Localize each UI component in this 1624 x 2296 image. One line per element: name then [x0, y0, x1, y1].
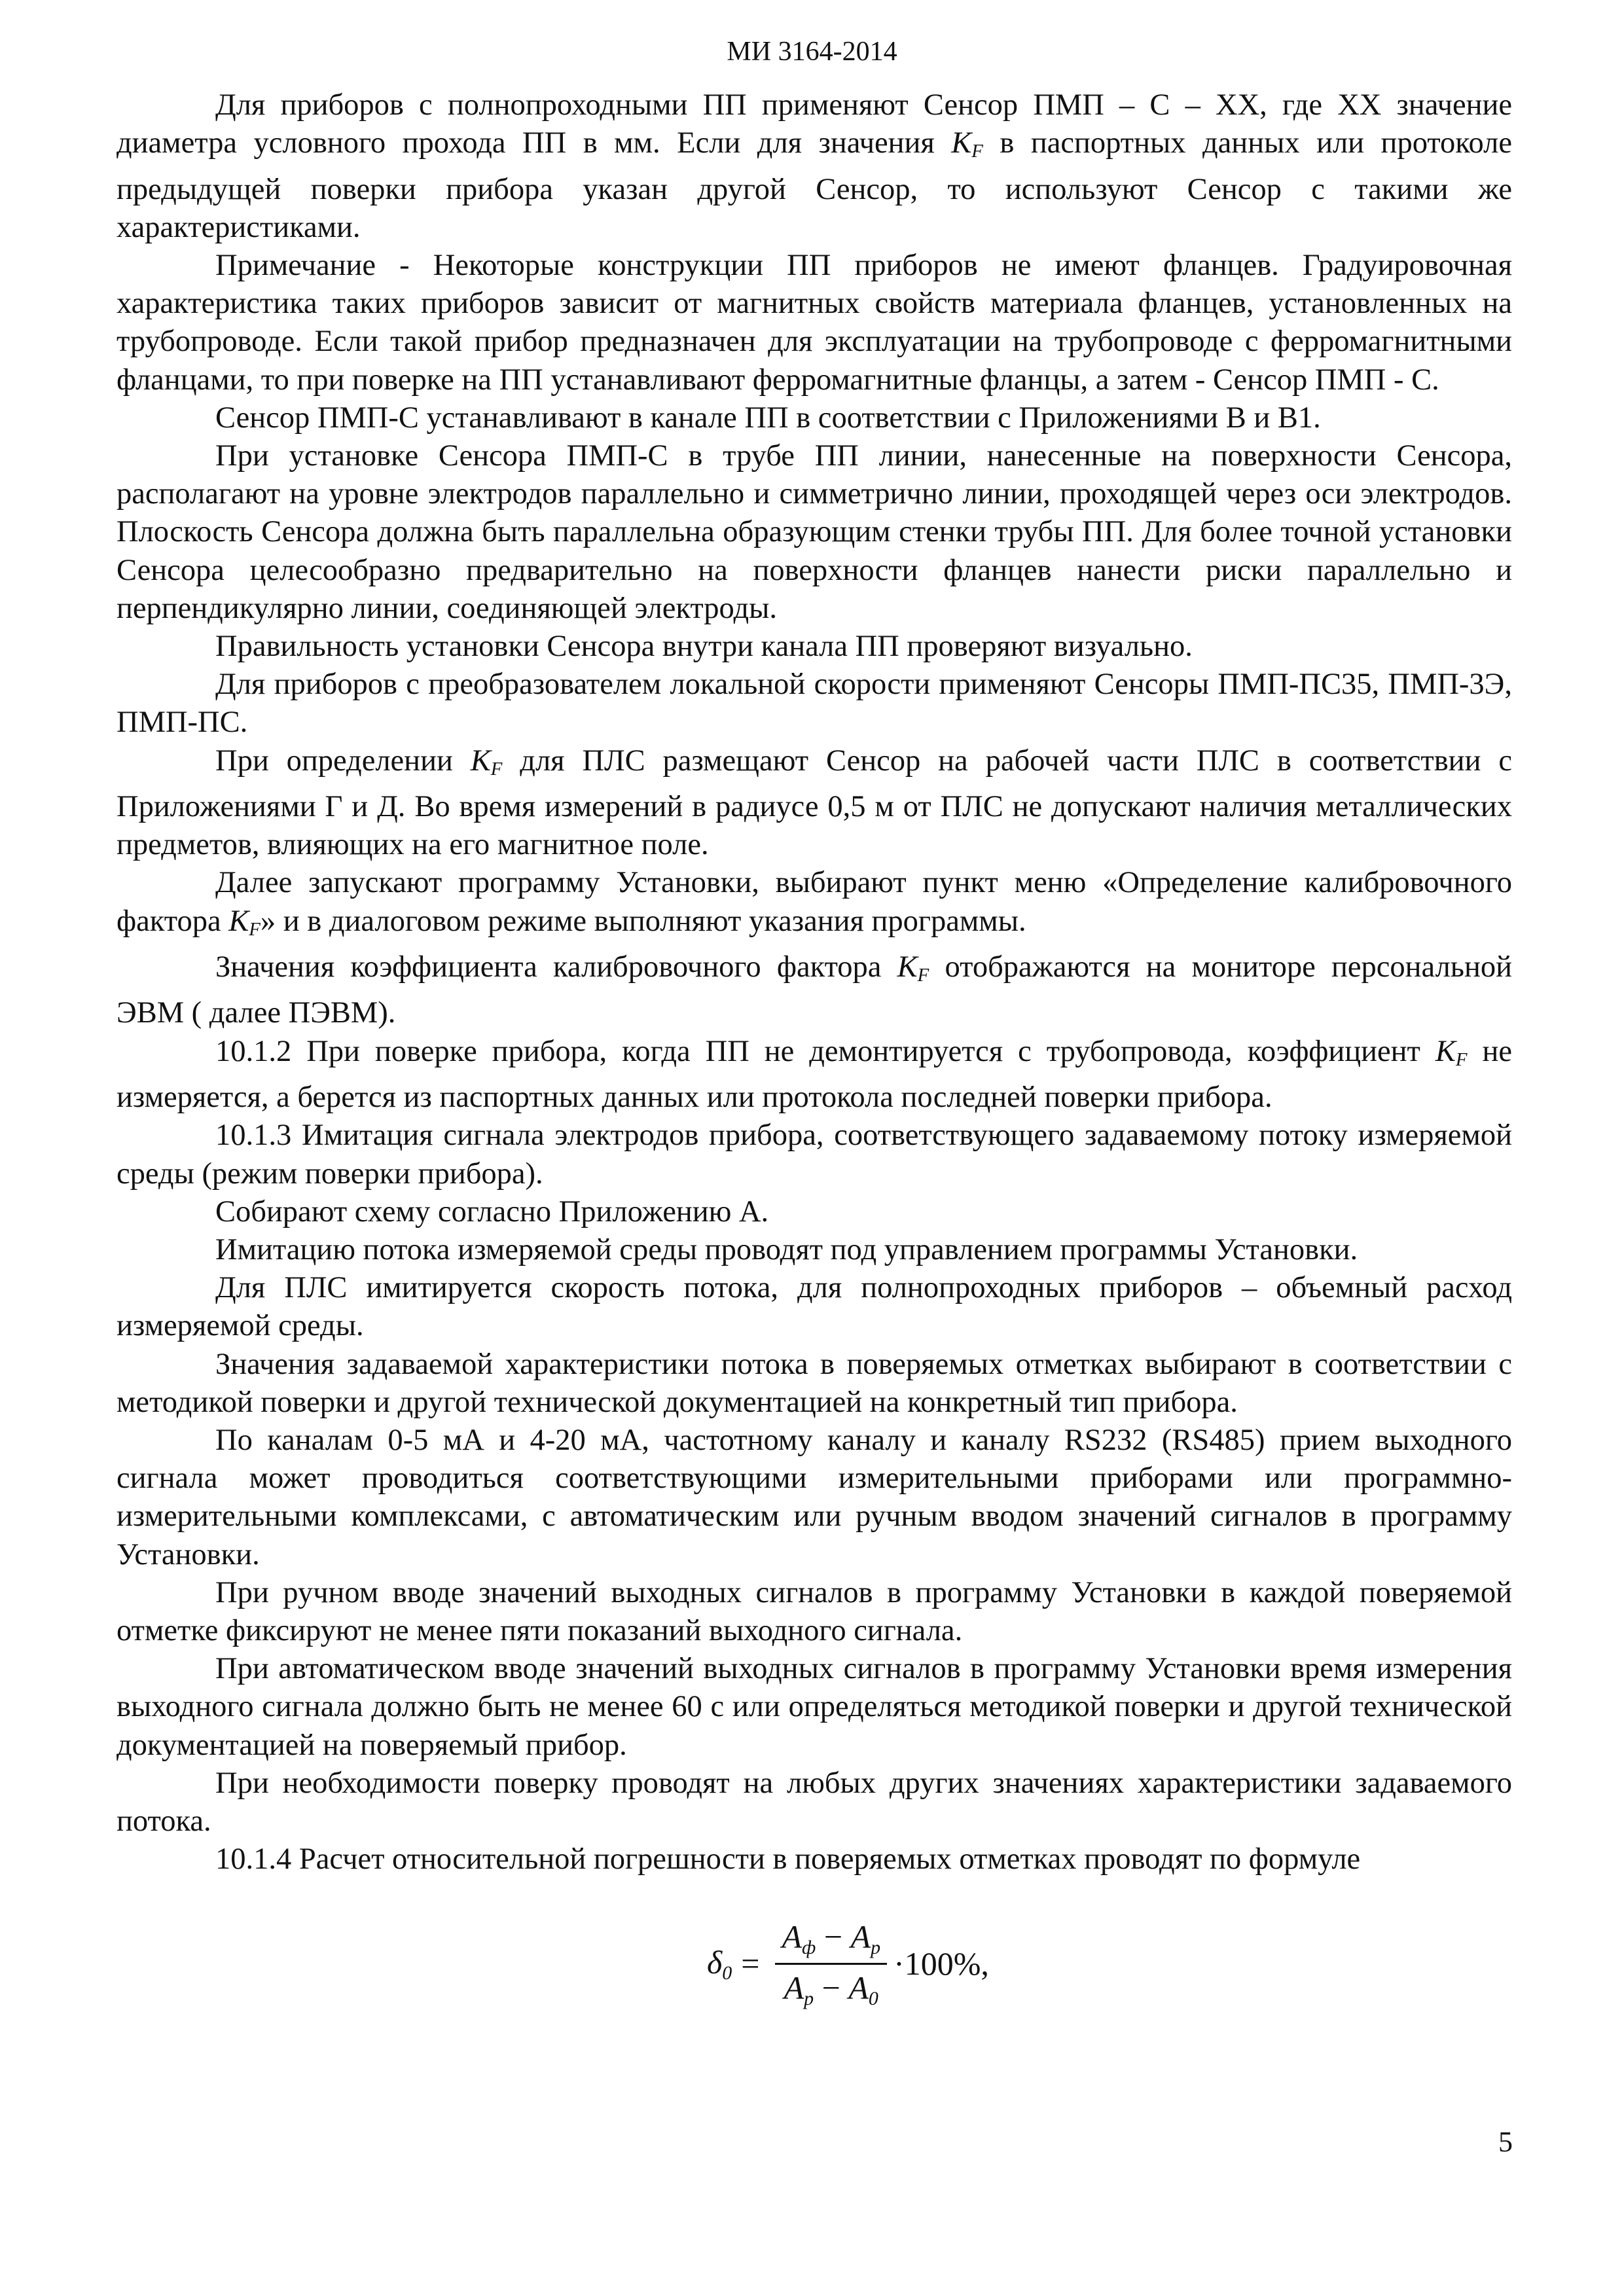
calibration-factor-symbol: $K_F$	[897, 950, 929, 986]
paragraph-text: При необходимости поверку проводят на любых других значениях характеристики задаваемого потока.	[117, 1766, 1512, 1838]
relative-error-formula	[707, 1908, 989, 2019]
calibration-factor-symbol: $K_F$	[1435, 1034, 1468, 1070]
formula-denominator: $A_p - A_0$	[784, 1969, 878, 2009]
paragraph-text: Сенсор ПМП-С устанавливают в канале ПП в соответствии с Приложениями В и В1.	[215, 401, 1321, 435]
paragraph-text: не измеряется, а берется из паспортных данных или протокола последней поверки прибора.	[117, 1034, 1512, 1115]
paragraph	[117, 1117, 1512, 1193]
formula-multiplier: ·100%	[893, 1945, 981, 1982]
paragraph	[117, 1269, 1512, 1345]
paragraph-text: При ручном вводе значений выходных сигналов в программу Установки в каждой поверяемой отметке фиксируют не менее пяти показаний выходного сигнала.	[117, 1575, 1512, 1647]
page-number: 5	[1498, 2126, 1513, 2158]
paragraph	[117, 666, 1512, 742]
formula-lhs: $\delta_0$	[707, 1943, 732, 1984]
paragraph	[117, 1422, 1512, 1574]
paragraph-text: Собирают схему согласно Приложению А.	[215, 1194, 769, 1229]
paragraph	[117, 1193, 1512, 1231]
paragraph-text: для ПЛС размещают Сенсор на рабочей части ПЛС в соответствии с Приложениями Г и Д. Во время измерений в радиусе 0,5 м от ПЛС не допускают наличия металлических предметов, влияющих на его магнитное поле.	[117, 744, 1513, 862]
paragraph-text: Для приборов с полнопроходными ПП применяют Сенсор ПМП – С – XX, где XX значение диаметра условного прохода ПП в мм. Если для значения	[117, 88, 1512, 160]
paragraph-text: При автоматическом вводе значений выходных сигналов в программу Установки время измерения выходного сигнала должно быть не менее 60 с или определяться методикой поверки и другой технической документацией на поверяемый прибор.	[117, 1652, 1512, 1762]
paragraph-text: По каналам 0-5 мА и 4-20 мА, частотному каналу и каналу RS232 (RS485) прием выходного сигнала может проводиться соответствующими измерительными приборами или программно-измерительными комплексами, с автоматическим или ручным вводом значений сигналов в программу Установки.	[117, 1423, 1512, 1571]
document-code-header: МИ 3164-2014	[727, 37, 897, 67]
formula-numerator: $A_ф - A_p$	[775, 1918, 887, 1965]
paragraph-text: Значения коэффициента калибровочного фактора	[215, 950, 897, 984]
paragraph	[117, 864, 1512, 948]
document-body	[117, 86, 1512, 1878]
paragraph	[117, 1650, 1512, 1765]
calibration-factor-symbol: $K_F$	[228, 904, 261, 940]
paragraph	[117, 1840, 1512, 1878]
calibration-factor-symbol: $K_F$	[951, 126, 983, 162]
paragraph	[117, 1574, 1512, 1650]
paragraph-text: » и в диалоговом режиме выполняют указания программы.	[260, 904, 1026, 938]
paragraph-text: в паспортных данных или протоколе предыдущей поверки прибора указан другой Сенсор, то используют Сенсор с такими же характеристиками.	[117, 126, 1512, 244]
paragraph-text: отображаются на мониторе персональной ЭВМ ( далее ПЭВМ).	[117, 950, 1513, 1030]
paragraph-text: Имитацию потока измеряемой среды проводят под управлением программы Установки.	[215, 1232, 1358, 1266]
paragraph	[117, 1346, 1512, 1422]
paragraph-text: При определении	[215, 744, 471, 778]
paragraph	[117, 1033, 1512, 1117]
paragraph-text: При установке Сенсора ПМП-С в трубе ПП линии, нанесенные на поверхности Сенсора, располагают на уровне электродов параллельно и симметрично линии, проходящей через оси электродов. Плоскость Сенсора должна быть параллельна образующим стенки трубы ПП. Для более точной установки Сенсора целесообразно предварительно на поверхности фланцев нанести риски параллельно и перпендикулярно линии, соединяющей электроды.	[117, 439, 1512, 625]
paragraph	[117, 247, 1512, 399]
paragraph	[117, 86, 1512, 247]
formula-fraction	[775, 1918, 887, 2010]
paragraph-text: Далее запускают программу Установки, выбирают пункт меню «Определение калибровочного фактора	[117, 866, 1512, 938]
paragraph	[117, 742, 1512, 865]
paragraph	[117, 1765, 1512, 1840]
paragraph-text: 10.1.3 Имитация сигнала электродов прибора, соответствующего задаваемому потоку измеряемой среды (режим поверки прибора).	[117, 1119, 1512, 1191]
paragraph	[117, 399, 1512, 437]
paragraph	[117, 948, 1512, 1033]
formula-equals: =	[741, 1945, 760, 1982]
paragraph-text: 10.1.4 Расчет относительной погрешности в поверяемых отметках проводят по формуле	[215, 1842, 1361, 1876]
paragraph	[117, 1231, 1512, 1269]
paragraph	[117, 628, 1512, 666]
paragraph-text: Значения задаваемой характеристики потока в поверяемых отметках выбирают в соответствии с методикой поверки и другой технической документацией на конкретный тип прибора.	[117, 1347, 1512, 1419]
paragraph-text: Правильность установки Сенсора внутри канала ПП проверяют визуально.	[215, 630, 1193, 664]
paragraph-text: Примечание - Некоторые конструкции ПП приборов не имеют фланцев. Градуировочная характеристика таких приборов зависит от магнитных свойств материала фланцев, установленных на трубопроводе. Если такой прибор предназначен для эксплуатации на трубопроводе с ферромагнитными фланцами, то при поверке на ПП устанавливают ферромагнитные фланцы, а затем - Сенсор ПМП - С.	[117, 249, 1512, 397]
paragraph-text: 10.1.2 При поверке прибора, когда ПП не демонтируется с трубопровода, коэффициент	[215, 1034, 1435, 1068]
calibration-factor-symbol: $K_F$	[470, 744, 503, 780]
paragraph	[117, 437, 1512, 628]
paragraph-text: Для ПЛС имитируется скорость потока, для полнопроходных приборов – объемный расход измеряемой среды.	[117, 1271, 1512, 1343]
formula-trailing-comma: ,	[981, 1945, 989, 1982]
paragraph-text: Для приборов с преобразователем локальной скорости применяют Сенсоры ПМП-ПС35, ПМП-3Э, ПМП-ПС.	[117, 668, 1512, 740]
